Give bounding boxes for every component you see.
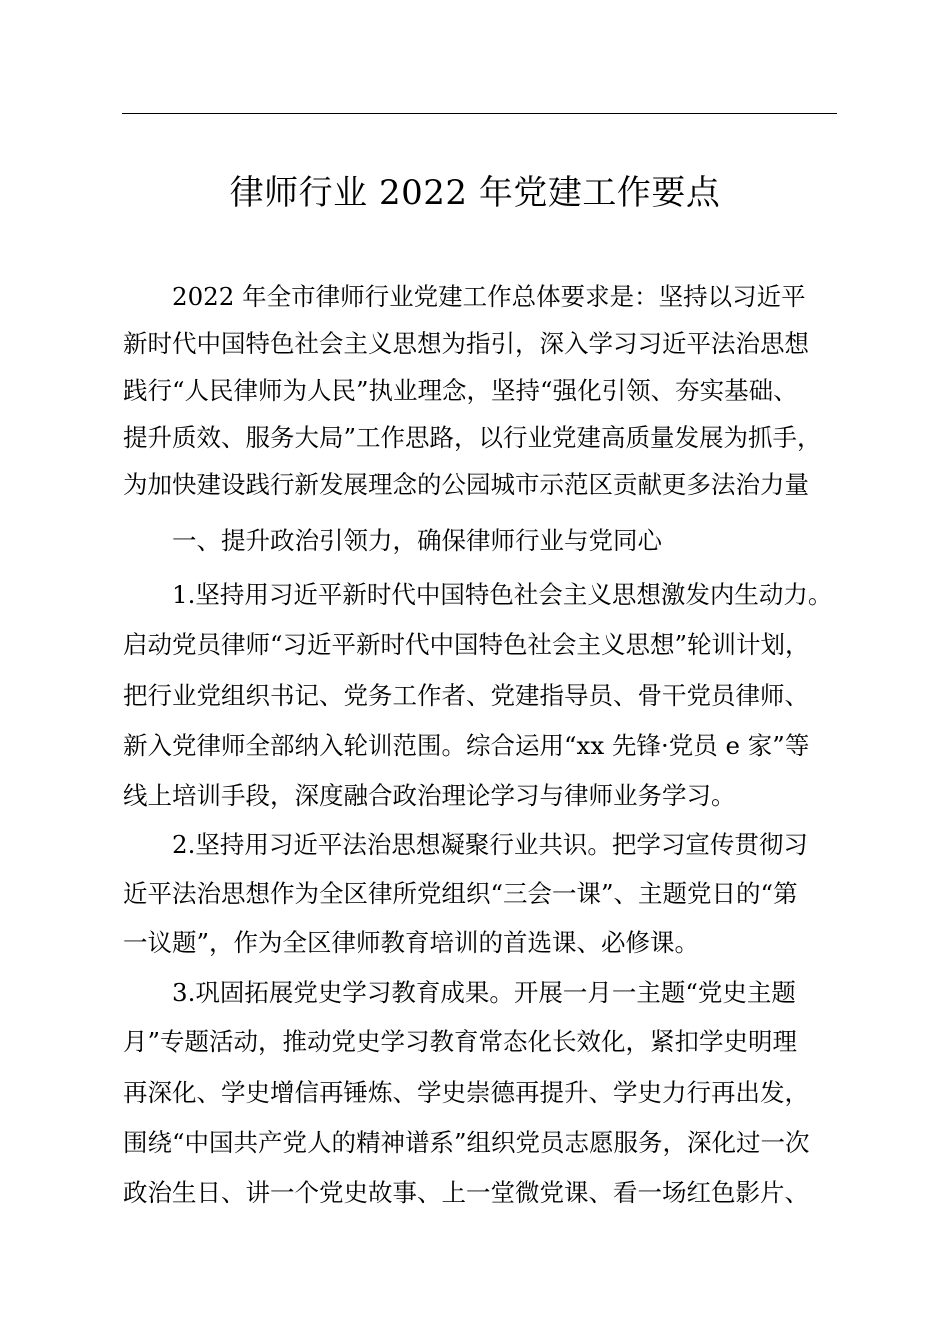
body-line: 为加快建设践行新发展理念的公园城市示范区贡献更多法治力量 [123,470,809,499]
body-line: 1.坚持用习近平新时代中国特色社会主义思想激发内生动力。 [172,580,833,609]
document-title: 律师行业 2022 年党建工作要点 [229,173,721,213]
body-line: 近平法治思想作为全区律所党组织“三会一课”、主题党日的“第 [123,879,798,908]
body-line: 政治生日、讲一个党史故事、上一堂微党课、看一场红色影片、 [123,1178,809,1207]
body-line: 再深化、学史增信再锤炼、学史崇德再提升、学史力行再出发， [123,1078,809,1107]
body-line: 新时代中国特色社会主义思想为指引，深入学习习近平法治思想 [123,329,809,358]
body-line: 线上培训手段，深度融合政治理论学习与律师业务学习。 [123,781,736,810]
body-line: 把行业党组织书记、党务工作者、党建指导员、骨干党员律师、 [123,681,809,710]
section-heading: 一、提升政治引领力，确保律师行业与党同心 [172,526,662,555]
body-line: 3.巩固拓展党史学习教育成果。开展一月一主题“党史主题 [172,978,796,1007]
body-line: 围绕“中国共产党人的精神谱系”组织党员志愿服务，深化过一次 [123,1128,810,1157]
header-rule [122,113,837,114]
body-line: 启动党员律师“习近平新时代中国特色社会主义思想”轮训计划， [123,630,810,659]
body-line: 新入党律师全部纳入轮训范围。综合运用“xx 先锋·党员 e 家”等 [123,731,810,760]
body-line: 践行“人民律师为人民”执业理念，坚持“强化引领、夯实基础、 [123,376,798,405]
body-line: 提升质效、服务大局”工作思路，以行业党建高质量发展为抓手， [123,423,822,452]
body-line: 月”专题活动，推动党史学习教育常态化长效化，紧扣学史明理 [123,1027,798,1056]
body-line: 2022 年全市律师行业党建工作总体要求是：坚持以习近平 [172,282,806,311]
body-line: 2.坚持用习近平法治思想凝聚行业共识。把学习宣传贯彻习 [172,830,808,859]
body-line: 一议题”，作为全区律师教育培训的首选课、必修课。 [123,928,700,957]
